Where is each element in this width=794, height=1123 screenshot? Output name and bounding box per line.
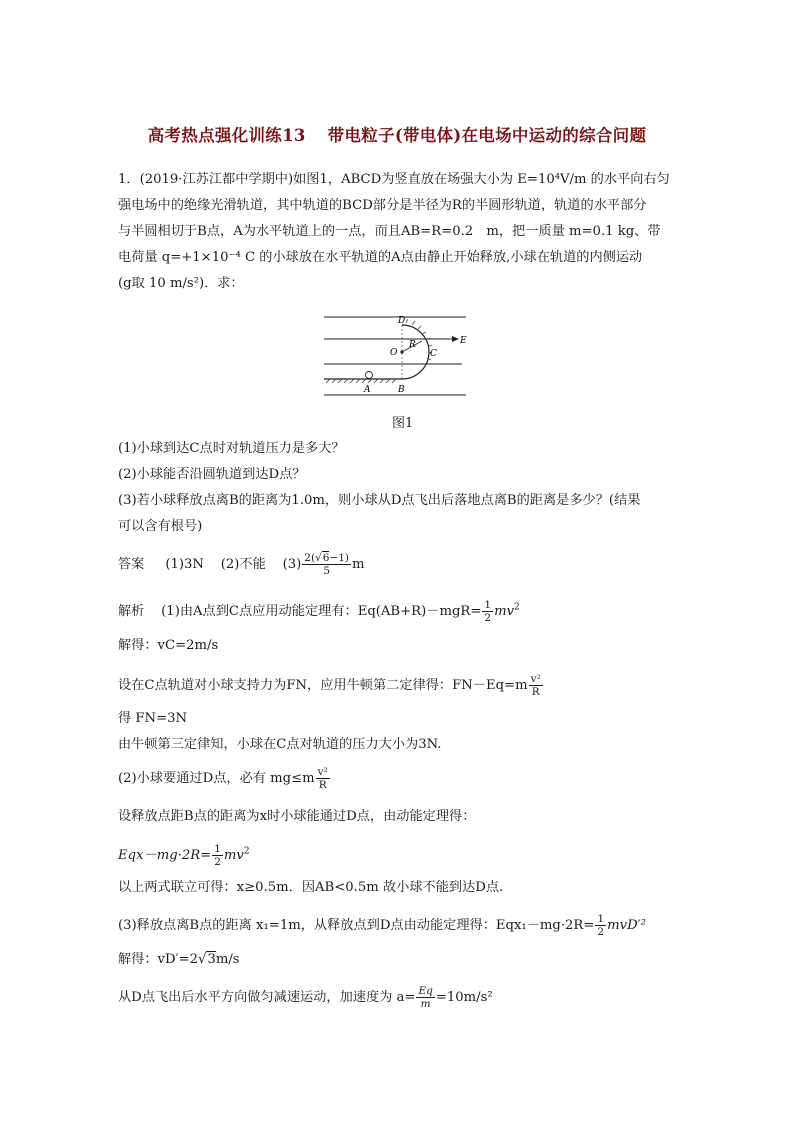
label-O: O <box>390 348 398 358</box>
problem-line-1: 1．(2019·江苏江都中学期中)如图1，ABCD为竖直放在场强大小为 E=10⁴V/m 的水平向右匀 <box>118 172 670 187</box>
analysis-step-4: 得 FN=3N <box>118 711 188 726</box>
analysis-step-6: (2)小球要通过D点，必有 mg≤m $\frac{\text{v²}}{R}$ <box>118 766 328 791</box>
problem-line-2: 强电场中的绝缘光滑轨道，其中轨道的BCD部分是半径为R的半圆形轨道，轨道的水平部分 <box>118 198 647 213</box>
analysis-step-1: 解析 (1)由A点到C点应用动能定理有：Eq(AB+R)－mgR= $\frac{1}{2}$ $mv^2$ <box>118 599 520 624</box>
answer-3-unit: m <box>352 557 365 572</box>
problem-line-4: 电荷量 q=+1×10⁻⁴ C 的小球放在水平轨道的A点由静止开始释放,小球在轨道的内侧运动 <box>118 250 643 265</box>
analysis-step-10: (3)释放点离B点的距离 x₁=1m，从释放点到D点由动能定理得：Eqx₁－mg·2R= $\frac{1}{2}$ mvD′² <box>118 913 646 938</box>
analysis-step-2: 解得：vC=2m/s <box>118 638 219 653</box>
page-title <box>0 122 794 146</box>
ground-hatching <box>326 379 396 383</box>
problem-line-5: (g取 10 m/s²)．求： <box>118 276 244 291</box>
analysis-step-5: 由牛顿第三定律知，小球在C点对轨道的压力大小为3N. <box>118 737 442 752</box>
answer-1: (1)3N <box>165 557 204 572</box>
label-D: D <box>398 316 406 326</box>
field-arrow-E <box>452 336 459 342</box>
analysis-step-3: 设在C点轨道对小球支持力为FN，应用牛顿第二定律得：FN－Eq=m $\frac{\text{v²}}{R}$ <box>118 673 541 698</box>
ball-at-A <box>366 372 373 379</box>
title-part-2: 带电粒子(带电体)在电场中运动的综合问题 <box>327 126 647 145</box>
analysis-step-9: 以上两式联立可得：x≥0.5m．因AB<0.5m 故小球不能到达D点. <box>118 880 504 895</box>
label-B: B <box>398 385 405 395</box>
question-2: (2)小球能否沿圆轨道到达D点？ <box>118 467 306 482</box>
centre-point-O <box>400 350 403 353</box>
label-A: A <box>364 385 371 395</box>
question-1: (1)小球到达C点时对轨道压力是多大？ <box>118 441 345 456</box>
analysis-label: 解析 <box>118 604 145 619</box>
question-3-line-1: (3)若小球释放点离B的距离为1.0m，则小球从D点飞出后落地点离B的距离是多少？(结果 <box>118 493 641 508</box>
analysis-step-8: Eqx－mg·2R= $\frac{1}{2}$ $mv^2$ <box>118 843 250 868</box>
analysis-step-7: 设释放点距B点的距离为x时小球能通过D点，由动能定理得： <box>118 809 476 824</box>
analysis-step-12: 从D点飞出后水平方向做匀减速运动，加速度为 a= $\frac{Eq}{m}$ =10m/s² <box>118 985 493 1010</box>
answer-label: 答案 <box>118 557 145 572</box>
label-E: E <box>460 336 467 346</box>
title-part-1: 高考热点强化训练13 <box>147 126 306 145</box>
answer-2: (2)不能 <box>220 557 266 572</box>
figure-1-track-diagram <box>322 309 468 405</box>
answer-line <box>118 552 365 577</box>
problem-line-3: 与半圆相切于B点，A为水平轨道上的一点，而且AB=R=0.2 m，把一质量 m=0.1 kg、带 <box>118 224 661 239</box>
answer-3-fraction: $\frac{2(√6-1)}{5}$ <box>304 552 350 577</box>
label-R: R <box>409 340 416 350</box>
label-C: C <box>430 349 437 359</box>
figure-caption: 图1 <box>392 416 414 431</box>
question-3-line-2: 可以含有根号) <box>118 519 203 534</box>
analysis-step-11: 解得：vD′=2√3m/s <box>118 952 240 967</box>
semicircle-track <box>402 325 429 379</box>
answer-3-prefix: (3) <box>282 557 302 572</box>
